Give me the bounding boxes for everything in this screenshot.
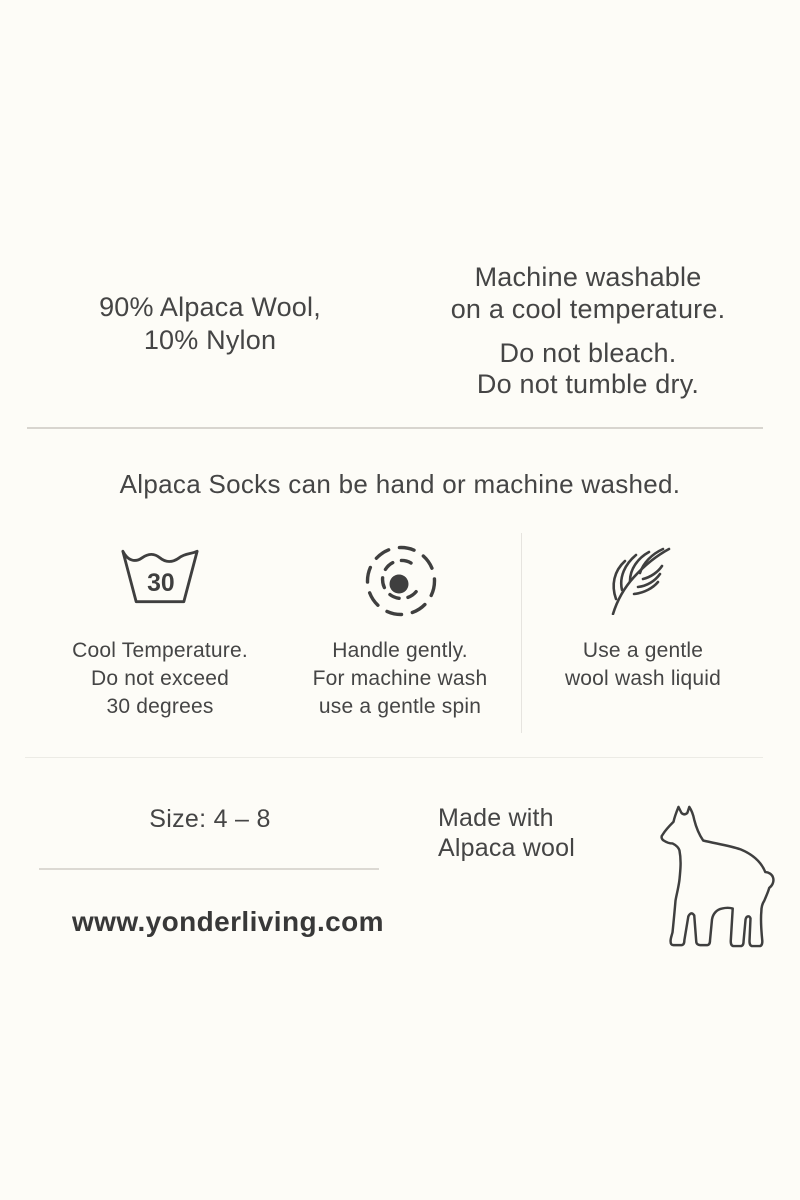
caption-line: Do not exceed <box>90 667 230 690</box>
bleach-dry-block <box>438 338 738 400</box>
caption-line: 30 degrees <box>106 695 214 718</box>
caption-line: use a gentle spin <box>318 695 482 718</box>
caption-line: Cool Temperature. <box>72 639 248 662</box>
cool-temperature-caption <box>35 637 285 721</box>
composition-line-2: 10% Nylon <box>143 325 277 355</box>
wash-instructions-block <box>438 261 738 325</box>
feather-icon <box>601 543 679 615</box>
made-with-block <box>438 803 668 863</box>
size-label: Size: 4 – 8 <box>149 805 271 833</box>
wash-instructions-line-1: Machine washable <box>474 262 702 292</box>
handle-gently-caption <box>275 637 525 721</box>
caption-line: Handle gently. <box>332 639 468 662</box>
made-with-line-1: Made with <box>438 804 554 832</box>
do-not-bleach-line: Do not bleach. <box>499 338 677 368</box>
middle-divider <box>25 757 763 758</box>
composition-line-1: 90% Alpaca Wool, <box>99 292 321 322</box>
caption-line: For machine wash <box>312 667 488 690</box>
alpaca-icon <box>645 803 780 951</box>
wash-temperature-value: 30 <box>147 570 175 598</box>
top-divider <box>27 427 763 429</box>
wash-tub-30-icon <box>120 547 200 605</box>
wash-instructions-line-2: on a cool temperature. <box>450 294 726 324</box>
care-heading: Alpaca Socks can be hand or machine washed. <box>119 469 681 499</box>
made-with-line-2: Alpaca wool <box>438 834 576 862</box>
composition-block <box>60 291 360 357</box>
website-url: www.yonderliving.com <box>72 906 384 937</box>
caption-line: wool wash liquid <box>564 667 722 690</box>
do-not-tumble-dry-line: Do not tumble dry. <box>476 369 700 399</box>
size-divider <box>39 868 379 870</box>
gentle-spin-icon <box>361 541 441 621</box>
caption-line: Use a gentle <box>582 639 704 662</box>
wool-wash-caption <box>523 637 763 693</box>
